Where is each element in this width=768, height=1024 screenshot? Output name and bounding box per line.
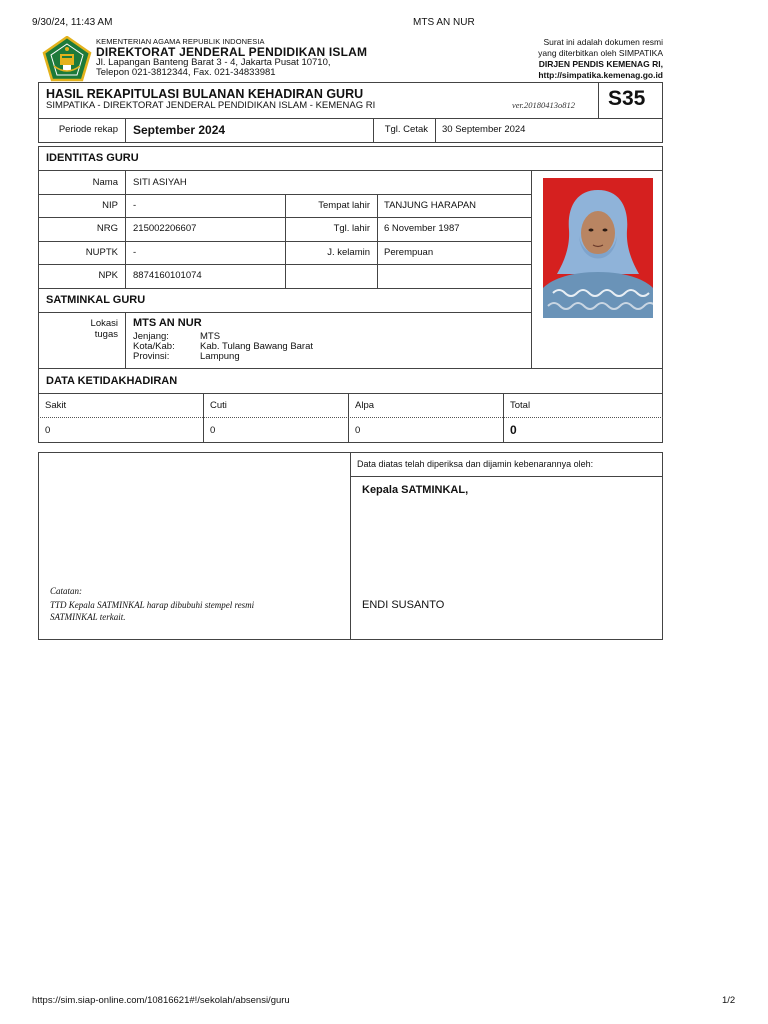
form-code: S35 [608,87,646,110]
sakit-value: 0 [45,425,51,436]
total-label: Total [510,400,531,411]
kemenag-logo [42,36,92,82]
nip-label: NIP [102,200,118,211]
ministry-name: KEMENTERIAN AGAMA REPUBLIK INDONESIA [96,37,265,46]
page-url: https://sim.siap-online.com/10816621#!/sekolah/absensi/guru [32,995,290,1006]
tgl-cetak-label: Tgl. Cetak [384,124,428,135]
kepala-satminkal-label: Kepala SATMINKAL, [362,484,469,496]
directorate-name: DIREKTORAT JENDERAL PENDIDIKAN ISLAM [96,45,368,59]
section-identitas: IDENTITAS GURU [46,152,139,164]
nuptk-label: NUPTK [85,247,118,258]
tempat-lahir-label: Tempat lahir [318,200,370,211]
nama-value: SITI ASIYAH [133,177,187,188]
tempat-lahir-value: TANJUNG HARAPAN [384,200,477,211]
lokasi-tugas-label: Lokasi tugas [90,318,118,340]
satminkal-name: MTS AN NUR [133,317,202,329]
teacher-photo [543,178,653,318]
npk-label: NPK [98,270,118,281]
nrg-label: NRG [96,223,118,234]
nuptk-value: - [133,247,137,258]
periode-row [38,118,663,143]
page-number: 1/2 [722,995,736,1006]
alpa-value: 0 [355,425,361,436]
tgl-lahir-value: 6 November 1987 [384,223,460,234]
signatory-name: ENDI SUSANTO [362,599,445,611]
print-datetime: 9/30/24, 11:43 AM [32,17,113,28]
nip-value: - [133,200,137,211]
version-label: ver.20180413o812 [512,100,576,110]
alpa-label: Alpa [355,400,375,411]
verified-statement: Data diatas telah diperiksa dan dijamin kebenarannya oleh: [357,459,594,469]
cuti-value: 0 [210,425,216,436]
npk-value: 8874160101074 [133,270,202,281]
address: Jl. Lapangan Banteng Barat 3 - 4, Jakarta Pusat 10710, [96,57,331,68]
satminkal-details: Jenjang: MTS Kota/Kab: Kab. Tulang Bawang Barat Provinsi: Lampung [133,331,314,362]
catatan-label: Catatan: [50,586,83,596]
total-value: 0 [510,423,517,437]
tgl-lahir-label: Tgl. lahir [333,223,370,234]
sakit-label: Sakit [45,400,67,411]
jenis-kelamin-value: Perempuan [384,247,434,258]
section-satminkal: SATMINKAL GURU [46,294,146,306]
catatan-line1: TTD Kepala SATMINKAL harap dibubuhi stempel resmi [50,600,255,610]
report-subtitle: SIMPATIKA - DIREKTORAT JENDERAL PENDIDIKAN ISLAM - KEMENAG RI [46,100,376,111]
section-ketidakhadiran: DATA KETIDAKHADIRAN [46,375,178,387]
official-document-note: Surat ini adalah dokumen resmi yang diterbitkan oleh SIMPATIKA DIRJEN PENDIS KEMENAG RI, http://simpatika.kemenag.go.id [538,37,663,80]
print-title: MTS AN NUR [413,17,475,28]
catatan-line2: SATMINKAL terkait. [50,612,126,622]
phone-fax: Telepon 021-3812344, Fax. 021-34833981 [96,67,276,78]
nama-label: Nama [92,177,118,188]
report-title: HASIL REKAPITULASI BULANAN KEHADIRAN GURU [46,87,364,101]
nrg-value: 215002206607 [133,223,197,234]
periode-value: September 2024 [133,123,226,137]
jenis-kelamin-label: J. kelamin [327,247,370,258]
periode-label: Periode rekap [58,124,118,135]
tgl-cetak-value: 30 September 2024 [442,124,526,135]
cuti-label: Cuti [210,400,227,411]
